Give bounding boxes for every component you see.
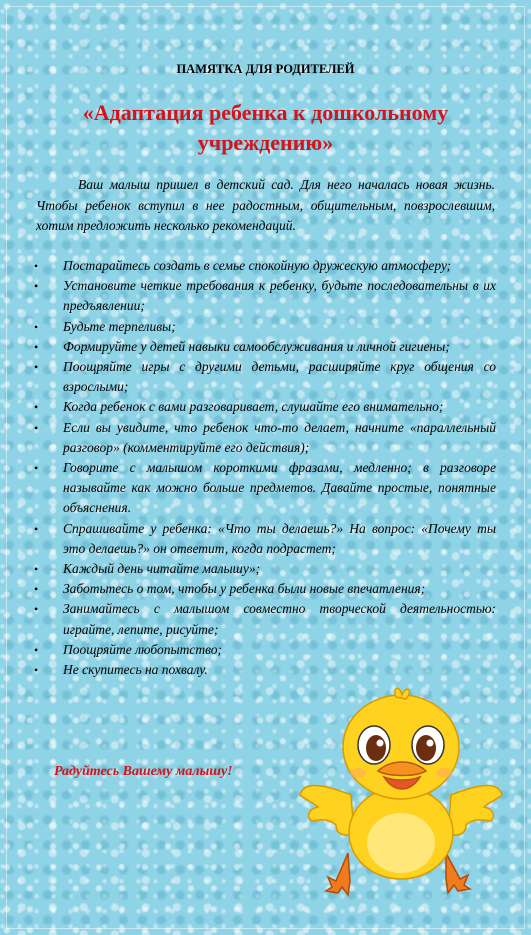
list-item-text: Когда ребенок с вами разговаривает, слушайте его внимательно; [63,399,444,415]
list-item-text: Спрашивайте у ребенка: «Что ты делаешь?» На вопрос: «Почему ты это делаешь?» он ответит, когда подрастет; [63,520,496,556]
list-item-text: Будьте терпеливы; [63,318,176,334]
bullet-marker: • [34,663,39,678]
bullet-marker: • [34,279,39,294]
bullet-marker: • [34,259,39,273]
list-item-text: Постарайтесь создать в семье спокойную дружескую атмосферу; [63,258,451,273]
bullet-marker: • [34,420,39,435]
list-item [34,458,496,519]
bullet-marker: • [34,582,39,597]
list-item [34,599,496,639]
list-item-text: Поощряйте игры с другими детьми, расширяйте круг общения со взрослыми; [63,359,496,395]
list-item-text: Не скупитесь на похвалу. [63,662,208,678]
bullet-marker: • [34,562,39,577]
list-item-text: Говорите с малышом короткими фразами, медленно; в разговоре называйте как можно больше предметов. Давайте простые, понятные объяснения. [63,460,496,516]
list-item [34,317,496,337]
list-item [34,660,496,680]
document-title: «Адаптация ребенка к дошкольному учреждению» [82,100,449,155]
bullet-marker: • [34,521,39,536]
list-item [34,256,496,276]
list-item-text: Установите четкие требования к ребенку, будьте последовательны в их предъявлении; [63,278,496,314]
bullet-marker: • [34,642,39,657]
chick-illustration [296,685,506,900]
bullet-marker: • [34,602,39,617]
list-item [34,519,496,559]
list-item-text: Каждый день читайте малышу»; [63,561,261,577]
list-item-text: Формируйте у детей навыки самообслуживания и личной гигиены; [63,338,450,354]
bullet-marker: • [34,319,39,334]
bullet-marker: • [34,339,39,354]
list-item [34,559,496,579]
bullet-marker: • [34,400,39,415]
document-header: ПАМЯТКА ДЛЯ РОДИТЕЛЕЙ [176,62,355,76]
list-item-text: Заботьтесь о том, чтобы у ребенка были новые впечатления; [63,581,426,597]
list-item [34,640,496,660]
list-item-text: Поощряйте любопытство; [63,641,223,657]
list-item [34,276,496,316]
list-item-text: Если вы увидите, что ребенок что-то делает, начните «параллельный разговор» (комментируйте его действия); [63,419,496,455]
closing-line: Радуйтесь Вашему малышу! [54,764,233,779]
list-item [34,418,496,458]
list-item [34,579,496,599]
list-item [34,357,496,397]
bullet-marker: • [34,360,39,375]
list-item-text: Занимайтесь с малышом совместно творческой деятельностью: играйте, лепите, рисуйте; [63,601,496,637]
list-item [34,397,496,417]
intro-paragraph: Ваш малыш пришел в детский сад. Для него началась новая жизнь. Чтобы ребенок вступил в нее радостным, общительным, повзрослевшим, хотим предложить несколько рекомендаций. [36,177,495,233]
bullet-marker: • [34,461,39,476]
list-item [34,337,496,357]
recommendations-list [34,256,496,680]
